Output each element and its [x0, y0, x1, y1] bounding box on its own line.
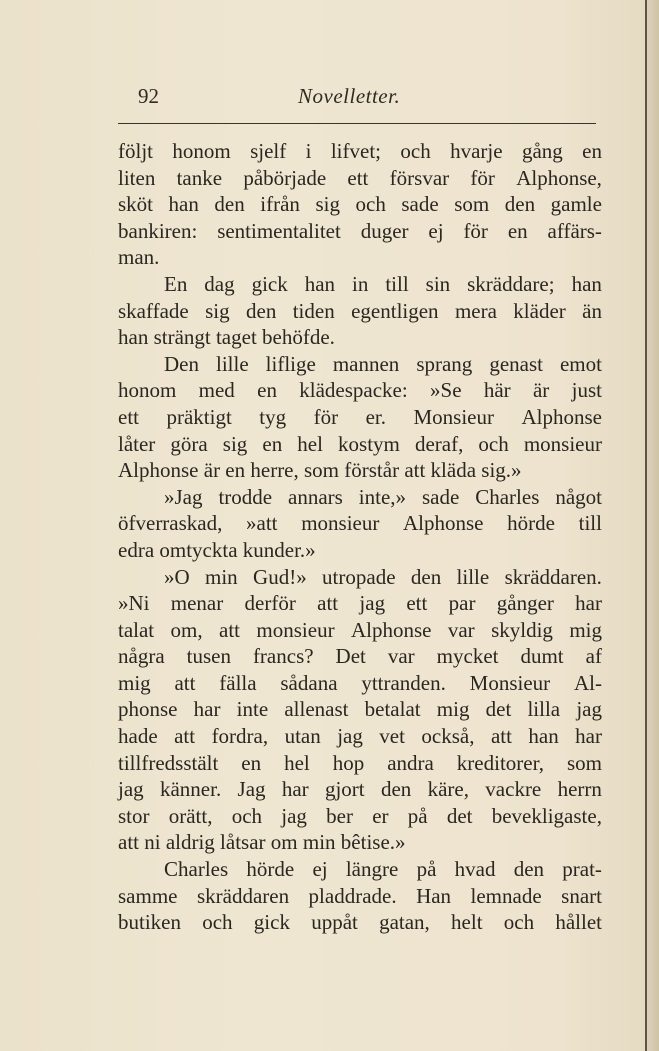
text-line	[118, 750, 602, 777]
word: andra	[387, 750, 434, 775]
word: det	[485, 697, 512, 722]
word: gatan,	[379, 910, 430, 935]
word: på	[416, 857, 437, 882]
text-line: man.	[118, 245, 160, 270]
word: lille	[216, 351, 249, 376]
word: Jag	[237, 777, 266, 802]
word: en	[262, 431, 283, 456]
word: er	[372, 803, 389, 828]
text-line	[118, 138, 602, 165]
word: uppåt	[311, 910, 358, 935]
word: snart	[561, 883, 602, 908]
word: gick	[251, 271, 288, 296]
word: hade	[118, 724, 158, 749]
text-line	[118, 431, 602, 458]
word: lille	[456, 564, 490, 589]
text-line	[118, 377, 602, 404]
word: sig	[222, 431, 248, 456]
word: trodde	[218, 484, 273, 509]
word: annars	[288, 484, 343, 509]
word: liten	[118, 165, 156, 190]
word: ej	[312, 857, 328, 882]
word: en	[582, 139, 602, 163]
word: pladdrade.	[308, 883, 397, 908]
word: utropade	[322, 564, 396, 589]
word: mera	[454, 298, 497, 323]
word: den	[380, 777, 412, 802]
word: skyldig	[491, 617, 553, 642]
word: hel	[297, 431, 323, 456]
word: honom	[172, 139, 231, 163]
word: sig	[315, 192, 340, 217]
word: gjort	[324, 777, 365, 802]
text-line	[118, 776, 602, 803]
body-text	[118, 138, 602, 936]
word: »Se	[430, 378, 462, 403]
word: ej	[428, 218, 444, 243]
word: har	[193, 697, 221, 722]
text-line	[118, 590, 602, 617]
word: genast	[489, 351, 543, 376]
word: dumt	[520, 644, 564, 669]
text-line: edra omtyckta kunder.»	[118, 537, 316, 562]
text-line	[118, 670, 602, 697]
word: för	[470, 165, 495, 190]
word: vet	[379, 724, 405, 749]
word: Alphonse,	[516, 165, 602, 190]
word: gick	[253, 910, 290, 935]
word: Den	[164, 351, 199, 376]
word: Han	[416, 883, 452, 908]
word: lifligе	[265, 351, 316, 376]
word: och	[231, 803, 263, 828]
text-line	[118, 484, 602, 511]
word: jag	[281, 803, 307, 828]
word: hop	[332, 750, 365, 775]
word: monsieur	[523, 431, 602, 456]
text-line	[118, 191, 602, 218]
word: Charles	[164, 857, 229, 882]
word: helt	[451, 910, 483, 935]
word: utan	[284, 724, 321, 749]
word: »att	[246, 511, 278, 536]
word: »Jag	[164, 484, 203, 509]
word: att	[317, 591, 339, 616]
word: han	[304, 271, 336, 296]
word: att	[174, 670, 196, 695]
word: låter	[118, 431, 156, 456]
word: käre,	[427, 777, 469, 802]
word: mig	[118, 670, 151, 695]
word: allenast	[284, 697, 349, 722]
text-line: att ni aldrig låtsar om min bêtise.»	[118, 830, 406, 855]
word: Det	[335, 644, 366, 669]
text-line: han strängt taget behöfde.	[118, 325, 335, 350]
word: deraf,	[414, 431, 464, 456]
word: tusen	[186, 644, 231, 669]
word: hel	[284, 750, 310, 775]
word: gamle	[550, 192, 602, 217]
word: Monsieur	[469, 670, 551, 695]
text-line	[118, 510, 602, 537]
word: Monsieur	[413, 404, 494, 429]
word: påbörjade	[243, 165, 327, 190]
word: sköt	[118, 192, 154, 217]
word: längre	[345, 857, 399, 882]
text-line	[118, 298, 602, 325]
word: bankiren:	[118, 218, 198, 243]
word: kreditorer,	[456, 750, 544, 775]
word: sjelf	[250, 139, 287, 163]
word: Al-	[573, 670, 602, 695]
word: mycket	[436, 644, 499, 669]
word: emot	[559, 351, 602, 376]
word: göra	[170, 431, 208, 456]
word: jag	[576, 697, 602, 722]
word: talat	[118, 617, 155, 642]
word: och	[503, 910, 535, 935]
word: Alphonse	[350, 617, 432, 642]
text-line	[118, 909, 602, 936]
word: hörde	[507, 511, 555, 536]
word: menar	[170, 591, 224, 616]
word: monsieur	[256, 617, 335, 642]
text-line	[118, 218, 602, 245]
word: derför	[244, 591, 296, 616]
word: har	[575, 724, 602, 749]
word: en	[257, 378, 277, 403]
word: hvad	[454, 857, 496, 882]
word: han	[168, 192, 199, 217]
word: sentimentalitet	[217, 218, 341, 243]
word: hvarje	[450, 139, 503, 163]
word: har	[281, 777, 309, 802]
word: känner.	[159, 777, 222, 802]
word: butiken	[118, 910, 181, 935]
word: betalat	[364, 697, 421, 722]
word: och	[478, 431, 509, 456]
word: fordra,	[211, 724, 269, 749]
word: bevekligaste,	[491, 803, 602, 828]
text-line	[118, 883, 602, 910]
word: orätt,	[168, 803, 213, 828]
word: sade	[421, 484, 460, 509]
word: er.	[365, 404, 387, 429]
text-line	[118, 803, 602, 830]
word: var	[387, 644, 415, 669]
header-rule	[118, 123, 596, 124]
word: yttranden.	[361, 670, 446, 695]
text-line	[118, 404, 602, 431]
word: och	[400, 139, 431, 163]
word: och	[355, 192, 386, 217]
word: kläder	[513, 298, 566, 323]
word: en	[241, 750, 262, 775]
word: några	[118, 644, 165, 669]
word: Alphonse	[521, 404, 602, 429]
word: kostym	[338, 431, 400, 456]
word: ett	[347, 165, 369, 190]
word: ber	[326, 803, 353, 828]
word: med	[198, 378, 235, 403]
word: samme	[118, 883, 178, 908]
text-line	[118, 351, 602, 378]
word: mig	[569, 617, 602, 642]
text-line	[118, 696, 602, 723]
word: just	[571, 378, 602, 403]
word: egentligen	[351, 298, 439, 323]
word: att	[490, 724, 512, 749]
word: sig	[205, 298, 230, 323]
word: för	[313, 404, 339, 429]
word: skräddaren.	[504, 564, 602, 589]
word: den	[214, 192, 245, 217]
word: hörde	[246, 857, 295, 882]
word: tiden	[292, 298, 335, 323]
word: inte	[236, 697, 269, 722]
page-edge	[645, 0, 659, 1051]
running-title: Novelletter.	[298, 84, 401, 108]
word: dag	[204, 271, 235, 296]
word: »Ni	[118, 591, 150, 616]
word: min	[205, 564, 238, 589]
word: ett	[406, 591, 428, 616]
word: präktigt	[166, 404, 232, 429]
word: prat-	[562, 857, 602, 882]
text-line	[118, 856, 602, 883]
word: sin	[425, 271, 451, 296]
word: på	[407, 803, 428, 828]
page-header	[118, 84, 598, 124]
word: den	[513, 857, 545, 882]
word: francs?	[252, 644, 314, 669]
word: att	[174, 724, 196, 749]
page-number: 92	[138, 84, 159, 108]
word: gånger	[496, 591, 554, 616]
word: lilla	[527, 697, 561, 722]
word: att	[219, 617, 241, 642]
word: af	[585, 644, 602, 669]
word: det	[446, 803, 473, 828]
word: mig	[436, 697, 470, 722]
word: försvar	[389, 165, 450, 190]
word: herrn	[557, 777, 602, 802]
word: fälla	[219, 670, 257, 695]
word: Alphonse	[403, 511, 484, 536]
word: klädespacke:	[299, 378, 408, 403]
word: sådana	[280, 670, 338, 695]
word: sprang	[416, 351, 473, 376]
word: En	[164, 271, 188, 296]
word: jag	[337, 724, 363, 749]
word: Charles	[475, 484, 540, 509]
word: något	[555, 484, 602, 509]
word: öfverraskad,	[118, 511, 223, 536]
word: skaffade	[118, 298, 189, 323]
word: den	[504, 192, 536, 217]
word: in	[352, 271, 369, 296]
text-line	[118, 643, 602, 670]
word: par	[448, 591, 476, 616]
word: också,	[421, 724, 475, 749]
word: ett	[118, 404, 139, 429]
word: tillfredsstält	[118, 750, 219, 775]
word: till	[385, 271, 409, 296]
word: skräddaren	[196, 883, 290, 908]
word: phonse	[118, 697, 178, 722]
word: och	[202, 910, 233, 935]
word: hållet	[555, 910, 602, 935]
word: han	[528, 724, 559, 749]
word: monsieur	[301, 511, 380, 536]
word: var	[447, 617, 475, 642]
text-line	[118, 564, 602, 591]
word: till	[578, 511, 602, 536]
word: inte,»	[358, 484, 407, 509]
word: gång	[521, 139, 563, 163]
word: om,	[170, 617, 203, 642]
text-line	[118, 165, 602, 192]
text-line: Alphonse är en herre, som förstår att kläda sig.»	[118, 458, 522, 483]
word: »O	[164, 564, 190, 589]
word: tanke	[176, 165, 223, 190]
word: han	[571, 271, 602, 296]
word: lifvet;	[330, 139, 381, 163]
word: mannen	[332, 351, 400, 376]
word: en	[507, 218, 528, 243]
word: skräddare;	[467, 271, 555, 296]
word: affärs-	[547, 218, 602, 243]
word: lemnade	[470, 883, 542, 908]
word: den	[246, 298, 277, 323]
word: den	[410, 564, 442, 589]
word: Gud!»	[253, 564, 307, 589]
word: stor	[118, 803, 150, 828]
word: här	[483, 378, 511, 403]
word: följt	[118, 139, 153, 163]
word: som	[454, 192, 490, 217]
word: tyg	[259, 404, 287, 429]
word: ifrån	[260, 192, 300, 217]
word: för	[463, 218, 488, 243]
word: sade	[401, 192, 439, 217]
text-line	[118, 617, 602, 644]
word: duger	[360, 218, 409, 243]
word: i	[305, 139, 312, 163]
text-line	[118, 723, 602, 750]
word: jag	[359, 591, 386, 616]
word: som	[566, 750, 602, 775]
text-line	[118, 271, 602, 298]
word: vackre	[485, 777, 542, 802]
word: honom	[118, 378, 177, 403]
word: har	[575, 591, 602, 616]
word: är	[532, 378, 550, 403]
word: än	[582, 298, 602, 323]
word: jag	[118, 777, 144, 802]
